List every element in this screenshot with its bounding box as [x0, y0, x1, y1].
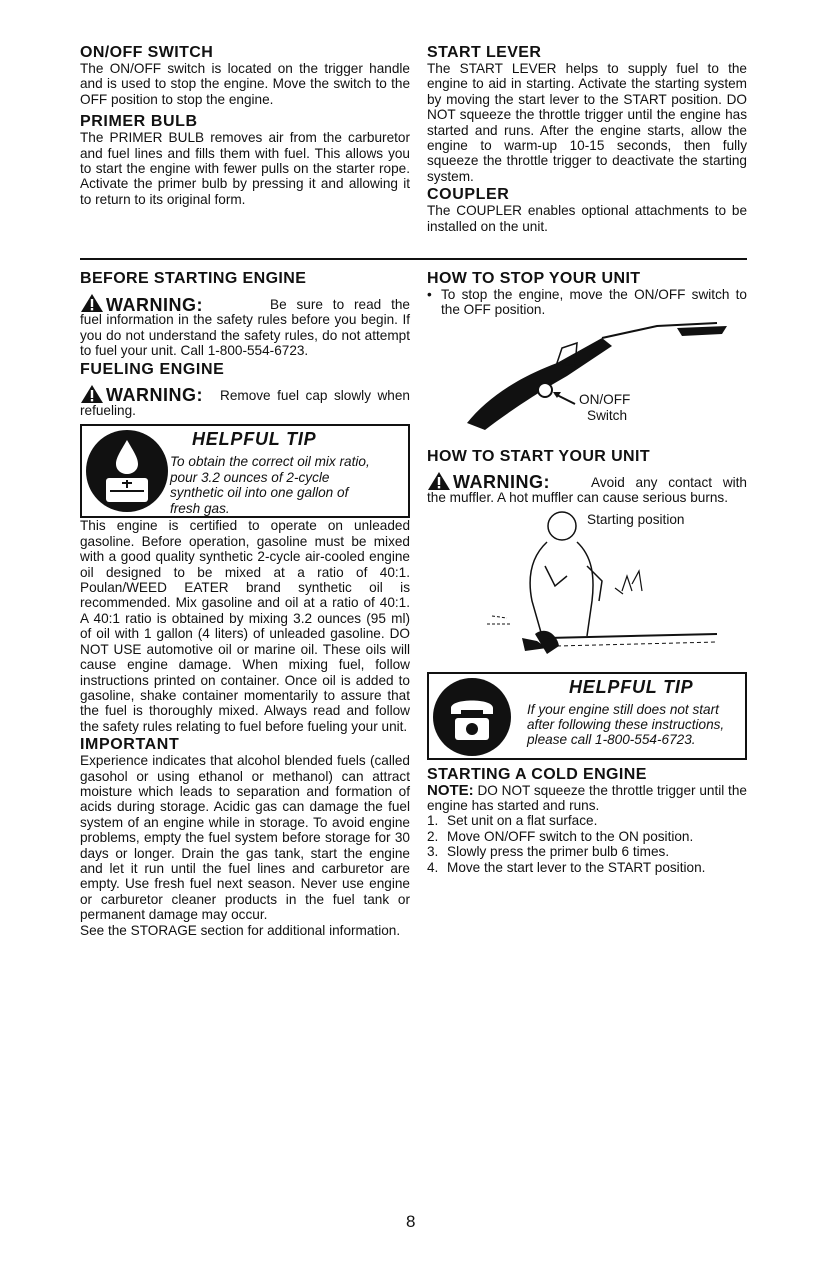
fuel-can-icon [86, 430, 168, 512]
step-text: Move ON/OFF switch to the ON position. [447, 828, 694, 844]
start-helpful-tip-box [427, 672, 747, 760]
start-unit-heading: HOW TO START YOUR UNIT [427, 447, 651, 465]
top-right-column [427, 44, 747, 234]
starting-position-drawing [427, 506, 747, 666]
fueling-text: This engine is certified to operate on unleaded gasoline. Before operation, gasoline must be mixed with a good quality synthetic 2-cycle air-cooled engine oil designed to be mixed at a ratio of 40:1. Poulan/WEED EATER brand synthetic oil is recommended. Mix gasoline and oil at a ratio of 40:1. A 40:1 ratio is obtained by mixing 3.2 ounces (95 ml) of oil with 1 gallon (4 liters) of unleaded gasoline. DO NOT USE automotive oil or marine oil. These oils will cause engine damage. When mixing fuel, follow instructions printed on container. Once oil is added to gasoline, shake container momentarily to assure that the fuel is thoroughly mixed. Always read and follow the safety rules relating to fuel before fueling your unit. [80, 518, 410, 734]
tip-text: If your engine still does not start after following these instructions, please call 1-800-554-6723. [527, 701, 725, 748]
start-unit-warning-text: Avoid any contact with the muffler. A hot muffler can cause serious burns. [427, 474, 747, 506]
warning-label: WARNING: [106, 294, 203, 315]
top-left-column [80, 44, 410, 207]
fuel-helpful-tip-box [80, 424, 410, 518]
cold-engine-steps [427, 813, 747, 875]
onoff-callout: ON/OFF [579, 391, 631, 407]
switch-callout: Switch [587, 407, 628, 423]
stop-unit-bullet [427, 287, 747, 318]
note-label: NOTE: [427, 781, 474, 799]
list-item [427, 844, 747, 859]
primer-bulb-text: The PRIMER BULB removes air from the carburetor and fuel lines and fills them with fuel. This allows you to start the engine with fewer pulls on the starter rope. Activate the primer bulb by pressing it and allowing it to return to its original form. [80, 130, 410, 207]
start-lever-text: The START LEVER helps to supply fuel to the engine to aid in starting. Activate the starting system by moving the start lever to the START position. DO NOT squeeze the throttle trigger until the engine has started and runs. After the engine starts, allow the engine to warm-up 10-15 seconds, then fully squeeze the throttle trigger to deactivate the starting system. [427, 61, 747, 184]
step-text: Set unit on a flat surface. [447, 813, 598, 829]
important-heading: IMPORTANT [80, 736, 180, 754]
step-text: Slowly press the primer bulb 6 times. [447, 844, 670, 860]
cold-engine-note [427, 783, 747, 814]
section-divider [80, 258, 747, 260]
warning-label: WARNING: [106, 385, 203, 406]
primer-bulb-heading: PRIMER BULB [80, 113, 198, 131]
warning-label: WARNING: [453, 472, 550, 493]
warning-triangle-icon [80, 384, 104, 404]
bullet-icon: • [427, 287, 432, 302]
left-column [80, 270, 410, 938]
cold-engine-heading: STARTING A COLD ENGINE [427, 765, 647, 783]
step-number: 4. [427, 859, 439, 875]
tip-text: To obtain the correct oil mix ratio, pour 3.2 ounces of 2-cycle synthetic oil into one gallon of fresh gas. [170, 454, 370, 516]
coupler-text: The COUPLER enables optional attachments to be installed on the unit. [427, 203, 747, 234]
page-number: 8 [406, 1212, 416, 1231]
step-number: 3. [427, 844, 439, 860]
warning-triangle-icon [80, 293, 104, 313]
note-text: DO NOT squeeze the throttle trigger until the engine has started and runs. [427, 782, 747, 814]
onoff-switch-text: The ON/OFF switch is located on the trigger handle and is used to stop the engine. Move the switch to the OFF position to stop the engine. [80, 61, 410, 107]
starting-position-label: Starting position [587, 511, 685, 527]
list-item [427, 860, 747, 875]
important-text-2: See the STORAGE section for additional information. [80, 922, 401, 938]
before-starting-warning-text: Be sure to read the fuel information in the safety rules before you begin. If you do not understand the safety rules, do not attempt to fuel your unit. Call 1-800-554-6723. [80, 297, 410, 359]
onoff-switch-illustration [427, 318, 747, 438]
stop-unit-heading: HOW TO STOP YOUR UNIT [427, 270, 641, 287]
list-item [427, 813, 747, 828]
tip-title: HELPFUL TIP [192, 429, 317, 450]
tip-title: HELPFUL TIP [569, 676, 694, 697]
before-starting-heading: BEFORE STARTING ENGINE [80, 270, 307, 287]
list-item [427, 829, 747, 844]
step-number: 2. [427, 828, 439, 844]
start-lever-heading: START LEVER [427, 44, 542, 61]
starting-position-illustration [427, 506, 747, 666]
fueling-warning-text: Remove fuel cap slowly when refueling. [80, 387, 410, 419]
step-number: 1. [427, 813, 439, 829]
stop-unit-bullet-text: To stop the engine, move the ON/OFF switch to the OFF position. [441, 287, 747, 318]
warning-triangle-icon [427, 471, 451, 491]
right-column [427, 270, 747, 875]
onoff-switch-heading: ON/OFF SWITCH [80, 44, 214, 61]
telephone-icon [433, 678, 511, 756]
fueling-heading: FUELING ENGINE [80, 360, 225, 378]
important-text: Experience indicates that alcohol blended fuels (called gasohol or using ethanol or methanol) can attract moisture which leads to separation and formation of acids during storage. Acidic gas can damage the fuel system of an engine while in storage. To avoid engine problems, empty the fuel system before storage for 30 days or longer. Drain the gas tank, start the engine and let it run until the fuel lines and carburetor are empty. Use fresh fuel next season. Never use engine or carburetor cleaner products in the fuel tank or permanent damage may occur. [80, 753, 410, 923]
step-text: Move the start lever to the START position. [447, 859, 706, 875]
coupler-heading: COUPLER [427, 186, 510, 204]
